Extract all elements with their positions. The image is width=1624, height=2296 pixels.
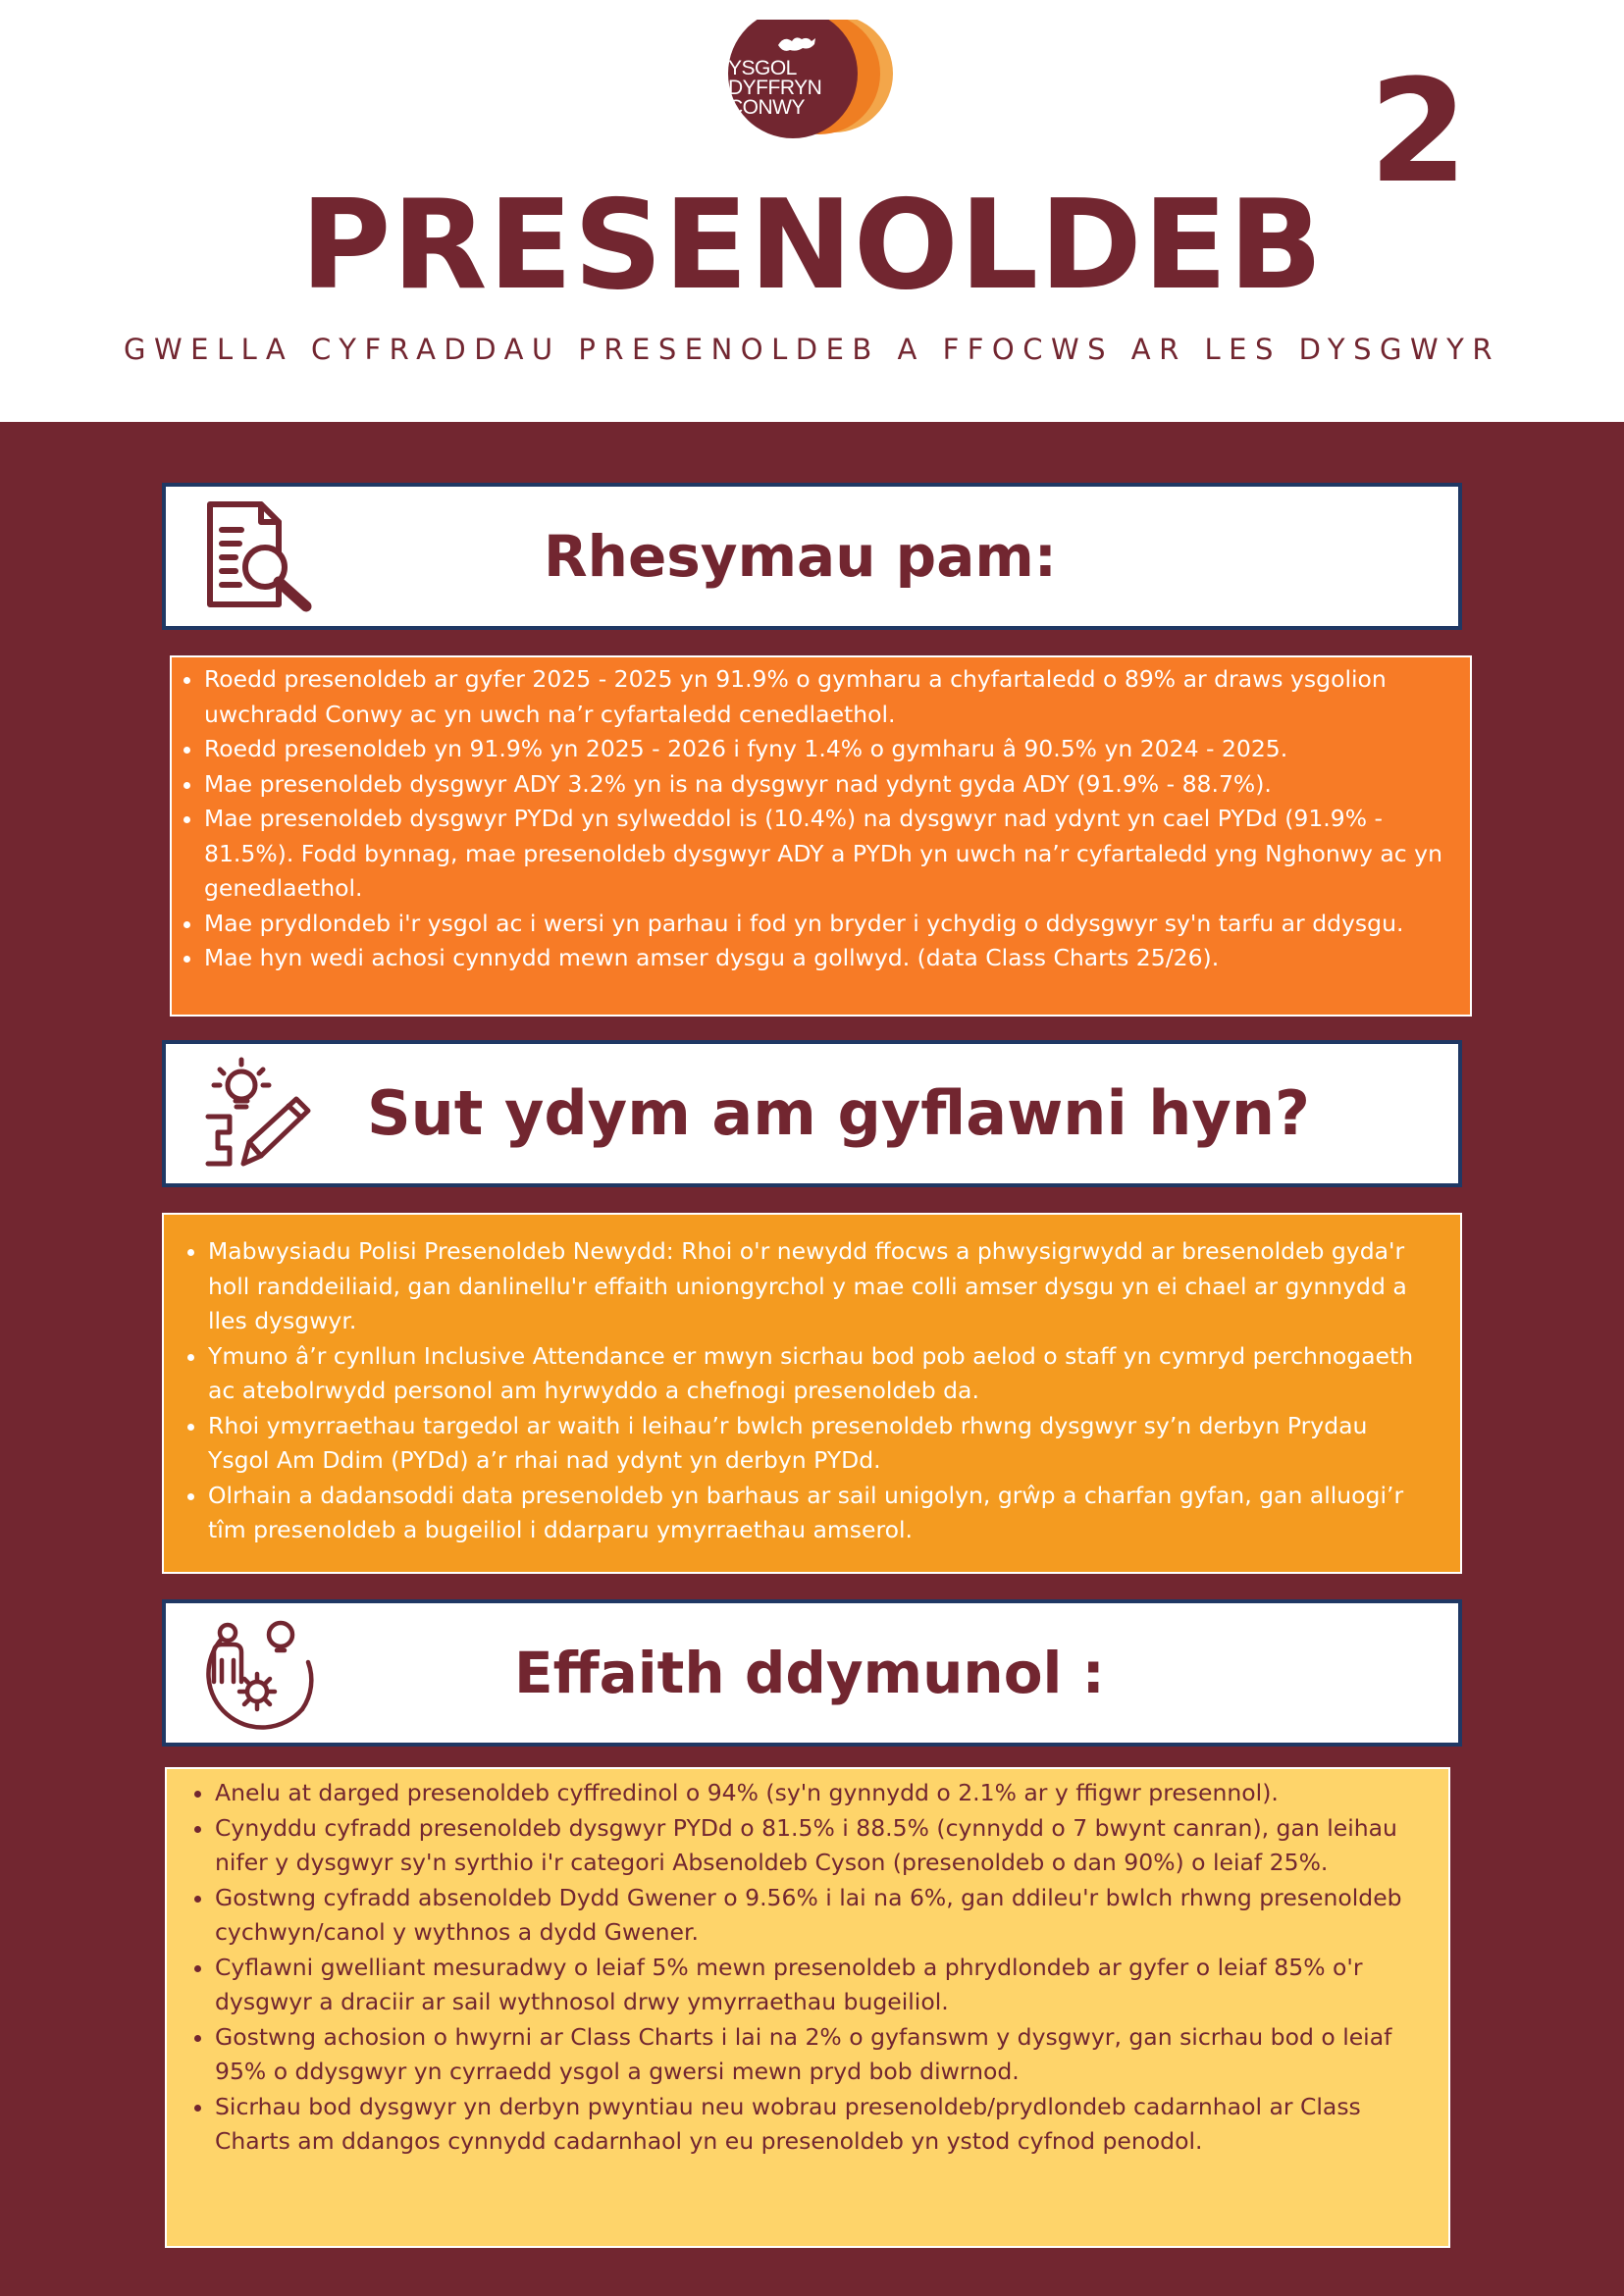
lightbulb-pencil-icon: [200, 1054, 320, 1174]
list-item: • Cyflawni gwelliant mesuradwy o leiaf 5% mewn presenoldeb a phrydlondeb ar gyfer o leiaf 85% o'r dysgwyr a draciir ar sail wythnosol drwy ymyrraethau bugeiliol.: [215, 1951, 1441, 2020]
list-item: • Cynyddu cyfradd presenoldeb dysgwyr PYDd o 81.5% i 88.5% (cynnydd o 7 bwynt canran), gan leihau nifer y dysgwyr sy'n syrthio i'r categori Absenoldeb Cyson (presenoldeb o dan 90%) o leiaf 25%.: [215, 1811, 1441, 1881]
logo-line: DYFFRYN: [728, 77, 822, 99]
list-item: • Mae presenoldeb dysgwyr ADY 3.2% yn is na dysgwyr nad ydynt gyda ADY (91.9% - 88.7%).: [204, 767, 1460, 803]
how-box: [162, 1213, 1462, 1574]
logo-text: [728, 59, 826, 118]
list-item: • Roedd presenoldeb ar gyfer 2025 - 2025 yn 91.9% o gymharu a chyfartaledd o 89% ar draws ysgolion uwchradd Conwy ac yn uwch na’r cyfartaledd cenedlaethol.: [204, 662, 1460, 732]
person-gear-idea-icon: [200, 1613, 320, 1733]
list-item: • Olrhain a dadansoddi data presenoldeb yn barhaus ar sail unigolyn, grŵp a charfan gyfan, gan alluogi’r tîm presenoldeb a bugeiliol i ddarparu ymyrraethau amserol.: [208, 1479, 1421, 1548]
logo-line: YSGOL: [728, 57, 797, 79]
logo-line: CONWY: [728, 96, 805, 119]
list-item: • Gostwng cyfradd absenoldeb Dydd Gwener o 9.56% i lai na 6%, gan ddileu'r bwlch rhwng presenoldeb cychwyn/canol y wythnos a dydd Gwener.: [215, 1881, 1441, 1951]
page-number: 2: [1369, 49, 1468, 215]
impact-box: [165, 1767, 1450, 2248]
reasons-list: [204, 662, 1460, 976]
reasons-box: [170, 655, 1472, 1017]
list-item: • Ymuno â’r cynllun Inclusive Attendance er mwyn sicrhau bod pob aelod o staff yn cymryd perchnogaeth ac atebolrwydd personol am hyrwyddo a chefnogi presenoldeb da.: [208, 1339, 1421, 1409]
page-title: PRESENOLDEB: [300, 173, 1324, 317]
page-header: [0, 0, 1624, 422]
section-heading-reasons: [162, 483, 1462, 630]
impact-list: [215, 1776, 1441, 2160]
list-item: • Rhoi ymyrraethau targedol ar waith i leihau’r bwlch presenoldeb rhwng dysgwyr sy’n derbyn Prydau Ysgol Am Ddim (PYDd) a’r rhai nad ydynt yn derbyn PYDd.: [208, 1409, 1421, 1479]
list-item: • Sicrhau bod dysgwyr yn derbyn pwyntiau neu wobrau presenoldeb/prydlondeb cadarnhaol ar Class Charts am ddangos cynnydd cadarnhaol yn eu presenoldeb yn ystod cyfnod penodol.: [215, 2090, 1441, 2160]
section-heading-how: [162, 1040, 1462, 1187]
page-subtitle: GWELLA CYFRADDAU PRESENOLDEB A FFOCWS AR LES DYSGWYR: [123, 333, 1500, 366]
list-item: • Roedd presenoldeb yn 91.9% yn 2025 - 2026 i fyny 1.4% o gymharu â 90.5% yn 2024 - 2025.: [204, 732, 1460, 767]
section-heading-text: Effaith ddymunol :: [514, 1640, 1105, 1706]
section-heading-text: Rhesymau pam:: [544, 523, 1057, 590]
list-item: • Gostwng achosion o hwyrni ar Class Charts i lai na 2% o gyfanswm y dysgwyr, gan sicrhau bod o leiaf 95% o ddysgwyr yn cyrraedd ysgol a gwersi mewn pryd bob diwrnod.: [215, 2020, 1441, 2090]
how-list: [208, 1234, 1421, 1548]
list-item: • Mae presenoldeb dysgwyr PYDd yn sylweddol is (10.4%) na dysgwyr nad ydynt yn cael PYDd (91.9% - 81.5%). Fodd bynnag, mae presenoldeb dysgwyr ADY a PYDh yn uwch na’r cyfartaledd yng Nghonwy ac yn genedlaethol.: [204, 802, 1460, 907]
document-search-icon: [200, 496, 320, 616]
list-item: • Mae prydlondeb i'r ysgol ac i wersi yn parhau i fod yn bryder i ychydig o ddysgwyr sy'n tarfu ar ddysgu.: [204, 907, 1460, 942]
list-item: • Mae hyn wedi achosi cynnydd mewn amser dysgu a gollwyd. (data Class Charts 25/26).: [204, 941, 1460, 976]
list-item: • Mabwysiadu Polisi Presenoldeb Newydd: Rhoi o'r newydd ffocws a phwysigrwydd ar bresenoldeb gyda'r holl randdeiliaid, gan danlinellu'r effaith uniongyrchol y mae colli amser dysgu yn ei chael ar gynnydd a lles dysgwyr.: [208, 1234, 1421, 1339]
section-heading-text: Sut ydym am gyflawni hyn?: [367, 1077, 1310, 1149]
section-heading-impact: [162, 1599, 1462, 1747]
list-item: • Anelu at darged presenoldeb cyffredinol o 94% (sy'n gynnydd o 2.1% ar y ffigwr presennol).: [215, 1776, 1441, 1811]
